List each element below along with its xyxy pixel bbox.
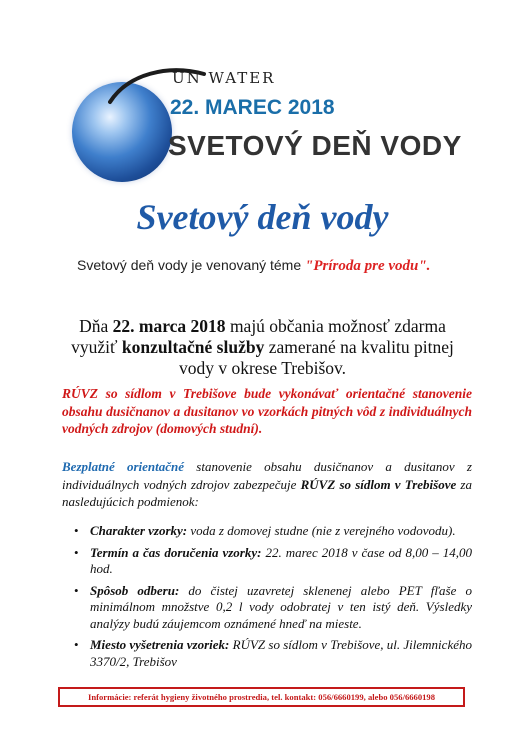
list-item xyxy=(72,637,472,670)
intro-text-3: zamerané na kvalitu pitnej vody v okrese Trebišov. xyxy=(178,337,454,378)
list-item xyxy=(72,523,472,540)
item-text: voda z domovej studne (nie z verejného vodovodu). xyxy=(187,523,456,538)
item-term: Termín a čas doručenia vzorky: xyxy=(90,544,262,560)
logo-org: UN WATER xyxy=(172,69,276,87)
conditions-lead: Bezplatné orientačné xyxy=(62,459,185,474)
intro-paragraph xyxy=(55,316,470,379)
service-name: konzultačné služby xyxy=(121,337,265,357)
logo-date: 22. MAREC 2018 xyxy=(170,96,335,119)
theme-name: "Príroda pre vodu". xyxy=(305,258,431,274)
item-text: do čistej uzavretej sklenenej alebo PET fľaše o minimálnom množstve 0,2 l vody odobratej v ten istý deň. Výsledky analýzy budú záujemcom oznámené hneď na mieste. xyxy=(90,582,472,631)
contact-footer: Informácie: referát hygieny životného prostredia, tel. kontakt: 056/6660199, alebo 056/6660198 xyxy=(58,687,465,707)
item-term: Charakter vzorky: xyxy=(90,523,188,538)
item-text: RÚVZ so sídlom v Trebišove, ul. Jilemnického 3370/2, Trebišov xyxy=(90,637,472,669)
list-item xyxy=(72,583,472,633)
ruvz-announcement: RÚVZ so sídlom v Trebišove bude vykonávať orientačné stanovenie obsahu dusičnanov a dusitanov vo vzorkách pitných vôd z individuálnych vodných zdrojov (domových studní). xyxy=(62,386,472,436)
conditions-paragraph xyxy=(62,458,472,511)
item-term: Spôsob odberu: xyxy=(90,582,180,598)
item-term: Miesto vyšetrenia vzoriek: xyxy=(90,637,230,652)
bullet-icon: • xyxy=(74,544,79,560)
conditions-text-2: za nasledujúcich podmienok: xyxy=(62,476,472,509)
bullet-icon: • xyxy=(74,582,79,598)
event-date: 22. marca 2018 xyxy=(112,316,226,336)
conditions-org: RÚVZ so sídlom v Trebišove xyxy=(300,476,457,492)
conditions-list xyxy=(72,523,472,675)
intro-text-1: Dňa xyxy=(79,316,113,336)
conditions-text-1: stanovenie obsahu dusičnanov a dusitanov z individuálnych vodných zdrojov zabezpečuje xyxy=(62,459,472,492)
theme-line xyxy=(77,257,430,275)
intro-text-2: majú občania možnosť zdarma využiť xyxy=(71,316,446,357)
list-item xyxy=(72,545,472,578)
bullet-icon: • xyxy=(74,637,79,652)
theme-line-text: Svetový deň vody je venovaný téme xyxy=(77,257,306,273)
un-water-logo xyxy=(72,60,472,190)
item-text: 22. marec 2018 v čase od 8,00 – 14,00 hod. xyxy=(90,544,473,576)
page-title: Svetový deň vody xyxy=(136,197,389,237)
bullet-icon: • xyxy=(74,523,79,538)
logo-title: SVETOVÝ DEŇ VODY xyxy=(168,130,462,161)
